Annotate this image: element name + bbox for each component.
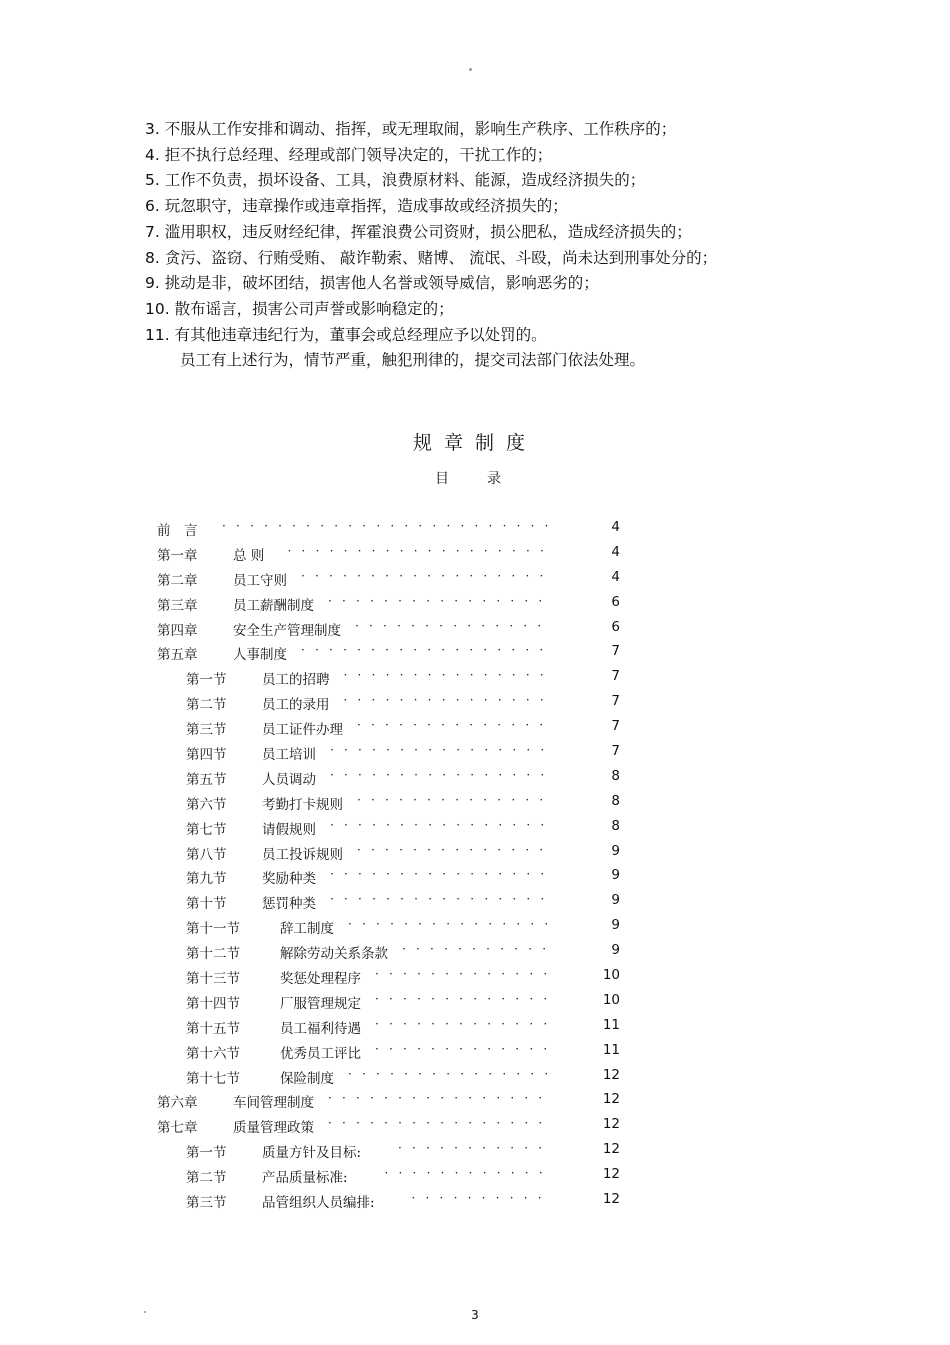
rule-item: 11. 有其他违章违纪行为，董事会或总经理应予以处罚的。 [145,325,547,344]
toc-entry[interactable] [0,1139,950,1164]
toc-entry-number: 第十二节 [186,946,240,963]
toc-entry-number: 第一节 [186,672,227,689]
toc-entry-page: 12 [602,1091,620,1108]
toc-entry[interactable] [0,517,950,542]
toc-entry[interactable] [0,791,950,816]
toc-entry-page: 12 [602,1166,620,1183]
toc-entry-number: 第八节 [186,846,227,863]
toc-entry-page: 7 [611,718,620,735]
toc-entry-page: 9 [611,892,620,909]
toc-entry[interactable] [0,990,950,1015]
toc-leader-dots: · · · · · · · · · · · · · · · · [330,817,548,832]
toc-entry-title: 安全生产管理制度 [233,622,341,639]
toc-entry-page: 12 [602,1141,620,1158]
toc-entry-title: 奖惩处理程序 [280,971,361,988]
toc-leader-dots: · · · · · · · · · · · · · · · [348,1066,552,1081]
toc-entry-title: 人员调动 [262,771,316,788]
toc-entry-page: 4 [611,519,620,535]
toc-entry-number: 第七章 [157,1120,198,1137]
toc-entry-title: 员工的招聘 [262,672,330,689]
toc-leader-dots: · · · · · · · · · · · · · · · [343,693,547,708]
toc-leader-dots: · · · · · · · · · · · · [384,1166,546,1181]
toc-entry[interactable] [0,841,950,866]
toc-entry[interactable] [0,1164,950,1189]
toc-entry[interactable] [0,766,950,791]
toc-entry-number: 第三节 [186,1195,227,1212]
toc-entry-page: 9 [611,917,620,934]
toc-leader-dots: · · · · · · · · · · · · · · · · [330,892,548,907]
toc-entry-title: 员工福利待遇 [280,1020,361,1037]
toc-entry-number: 第四章 [157,622,198,639]
toc-entry-number: 第一章 [157,547,198,564]
rule-item: 6. 玩忽职守，违章操作或违章指挥，造成事故或经济损失的； [145,197,568,216]
toc-entry-title: 员工的录用 [262,697,330,714]
toc-entry-number: 第二节 [186,697,227,714]
toc-entry-number: 第六章 [157,1095,198,1112]
toc-leader-dots: · · · · · · · · · · · · · · · · · · [301,643,547,658]
toc-entry-number: 第七节 [186,821,227,838]
toc-leader-dots: · · · · · · · · · · · · · · · · [330,767,548,782]
toc-leader-dots: · · · · · · · · · · · · · · · · [330,743,548,758]
toc-entry-title: 优秀员工评比 [280,1045,361,1062]
toc-entry[interactable] [0,741,950,766]
table-of-contents [0,517,950,1214]
toc-entry[interactable] [0,890,950,915]
toc-entry-page: 7 [611,693,620,710]
toc-entry[interactable] [0,1189,950,1214]
toc-entry[interactable] [0,865,950,890]
rules-note: 员工有上述行为，情节严重，触犯刑律的，提交司法部门依法处理。 [180,351,646,370]
rule-item: 3. 不服从工作安排和调动、指挥，或无理取闹，影响生产秩序、工作秩序的； [145,120,677,138]
toc-entry-page: 12 [602,1116,620,1133]
toc-entry-page: 8 [611,792,620,809]
rule-item: 4. 拒不执行总经理、经理或部门领导决定的，干扰工作的； [145,145,553,164]
rule-item: 8. 贪污、盗窃、行贿受贿、 敲诈勒索、赌博、 流氓、斗殴，尚未达到刑事处分的； [145,248,718,267]
toc-entry-title: 员工薪酬制度 [233,597,314,614]
toc-leader-dots: · · · · · · · · · · · · · · [357,718,547,733]
toc-leader-dots: · · · · · · · · · · · · · · · · [328,593,546,608]
toc-entry[interactable] [0,542,950,567]
toc-entry[interactable] [0,1040,950,1065]
toc-entry[interactable] [0,940,950,965]
rules-list [145,117,845,374]
toc-leader-dots: · · · · · · · · · · · [402,942,550,957]
toc-entry-title: 请假规则 [262,821,316,838]
toc-leader-dots: · · · · · · · · · · · · · · [355,618,545,633]
toc-entry-number: 第十节 [186,896,227,913]
toc-entry[interactable] [0,816,950,841]
toc-entry-page: 12 [602,1066,620,1083]
toc-entry-number: 第一节 [186,1145,227,1162]
rule-item: 5. 工作不负责，损坏设备、工具，浪费原材料、能源，造成经济损失的； [145,171,646,190]
toc-leader-dots: · · · · · · · · · · · · · · · · · · [301,568,547,583]
toc-entry-title: 解除劳动关系条款 [280,946,388,963]
toc-leader-dots: · · · · · · · · · · [411,1191,545,1206]
toc-entry[interactable] [0,567,950,592]
toc-entry[interactable] [0,1065,950,1090]
toc-entry[interactable] [0,666,950,691]
toc-entry[interactable] [0,1114,950,1139]
header-mark [469,68,472,71]
toc-leader-dots: · · · · · · · · · · · · · · · · [328,1116,546,1131]
toc-entry[interactable] [0,592,950,617]
toc-entry-title: 员工培训 [262,747,316,764]
toc-entry-title: 员工守则 [233,572,287,589]
toc-entry[interactable] [0,716,950,741]
toc-entry-title: 产品质量标准: [262,1170,348,1187]
toc-entry-page: 10 [602,967,620,984]
toc-leader-dots: · · · · · · · · · · · · · [375,967,551,982]
toc-entry-number: 第五章 [157,647,198,664]
toc-entry[interactable] [0,965,950,990]
toc-entry-title: 奖励种类 [262,871,316,888]
toc-entry-number: 第十一节 [186,921,240,938]
toc-entry-number: 第十六节 [186,1045,240,1062]
toc-leader-dots: · · · · · · · · · · · · · · [357,792,547,807]
toc-entry-title: 员工证件办理 [262,722,343,739]
toc-entry-page: 4 [611,543,620,560]
toc-leader-dots: · · · · · · · · · · · · · [375,1041,551,1056]
toc-entry-number: 第五节 [186,771,227,788]
toc-entry-title: 品管组织人员编排: [262,1195,375,1212]
toc-entry-number: 第六节 [186,796,227,813]
toc-entry-title: 人事制度 [233,647,287,664]
toc-entry-title: 总 则 [233,547,265,564]
toc-entry-title: 质量管理政策 [233,1120,314,1137]
toc-entry-title: 考勤打卡规则 [262,796,343,813]
toc-entry-title: 保险制度 [280,1070,334,1087]
toc-entry-page: 9 [611,867,620,884]
toc-entry-page: 11 [602,1041,620,1058]
toc-entry-page: 8 [611,817,620,834]
toc-entry[interactable] [0,1015,950,1040]
toc-entry-page: 6 [611,593,620,610]
toc-entry-page: 10 [602,991,620,1008]
toc-leader-dots: · · · · · · · · · · · · · · · [343,668,547,683]
toc-entry-number: 第四节 [186,747,227,764]
rule-item: 9. 挑动是非，破坏团结，损害他人名誉或领导威信，影响恶劣的； [145,274,599,293]
toc-entry-number: 第三章 [157,597,198,614]
toc-entry-number: 第三节 [186,722,227,739]
toc-entry[interactable] [0,691,950,716]
toc-entry-number: 前 言 [157,523,198,539]
toc-leader-dots: · · · · · · · · · · · · · · · [348,917,552,932]
toc-entry-page: 9 [611,942,620,959]
toc-entry-title: 惩罚种类 [262,896,316,913]
page-number: 3 [471,1308,479,1322]
toc-entry-page: 11 [602,1016,620,1033]
toc-entry[interactable] [0,641,950,666]
footer-mark [144,1311,146,1313]
toc-entry-number: 第十三节 [186,971,240,988]
toc-leader-dots: · · · · · · · · · · · · · · [357,842,547,857]
toc-entry-page: 7 [611,643,620,660]
toc-entry[interactable] [0,617,950,642]
toc-entry-title: 辞工制度 [280,921,334,938]
toc-entry-page: 4 [611,568,620,585]
toc-leader-dots: · · · · · · · · · · · [398,1141,546,1156]
toc-entry-page: 6 [611,618,620,635]
toc-entry[interactable] [0,1089,950,1114]
toc-entry-page: 7 [611,668,620,685]
document-title: 规章制度 [412,432,537,454]
toc-leader-dots: · · · · · · · · · · · · · · · · · · · · · · · · [222,519,552,533]
toc-entry-number: 第十四节 [186,995,240,1012]
toc-leader-dots: · · · · · · · · · · · · · [375,991,551,1006]
toc-entry-page: 12 [602,1191,620,1208]
toc-entry-title: 质量方针及目标: [262,1145,362,1162]
toc-entry-page: 8 [611,767,620,784]
toc-entry-number: 第九节 [186,871,227,888]
toc-entry-number: 第二章 [157,572,198,589]
toc-leader-dots: · · · · · · · · · · · · · · · · [330,867,548,882]
toc-entry-page: 7 [611,743,620,760]
rule-item: 10. 散布谣言，损害公司声誉或影响稳定的； [145,299,454,318]
toc-leader-dots: · · · · · · · · · · · · · · · · · · · [287,543,548,558]
toc-entry-title: 员工投诉规则 [262,846,343,863]
toc-entry-number: 第十五节 [186,1020,240,1037]
toc-entry-page: 9 [611,842,620,859]
toc-leader-dots: · · · · · · · · · · · · · · · · [328,1091,546,1106]
toc-leader-dots: · · · · · · · · · · · · · [375,1016,551,1031]
rule-item: 7. 滥用职权，违反财经纪律，挥霍浪费公司资财，损公肥私，造成经济损失的； [145,222,692,241]
toc-entry-title: 车间管理制度 [233,1095,314,1112]
toc-entry-number: 第二节 [186,1170,227,1187]
toc-entry-title: 厂服管理规定 [280,995,361,1012]
toc-heading: 目录 [435,471,539,487]
toc-entry[interactable] [0,915,950,940]
toc-entry-number: 第十七节 [186,1070,240,1087]
